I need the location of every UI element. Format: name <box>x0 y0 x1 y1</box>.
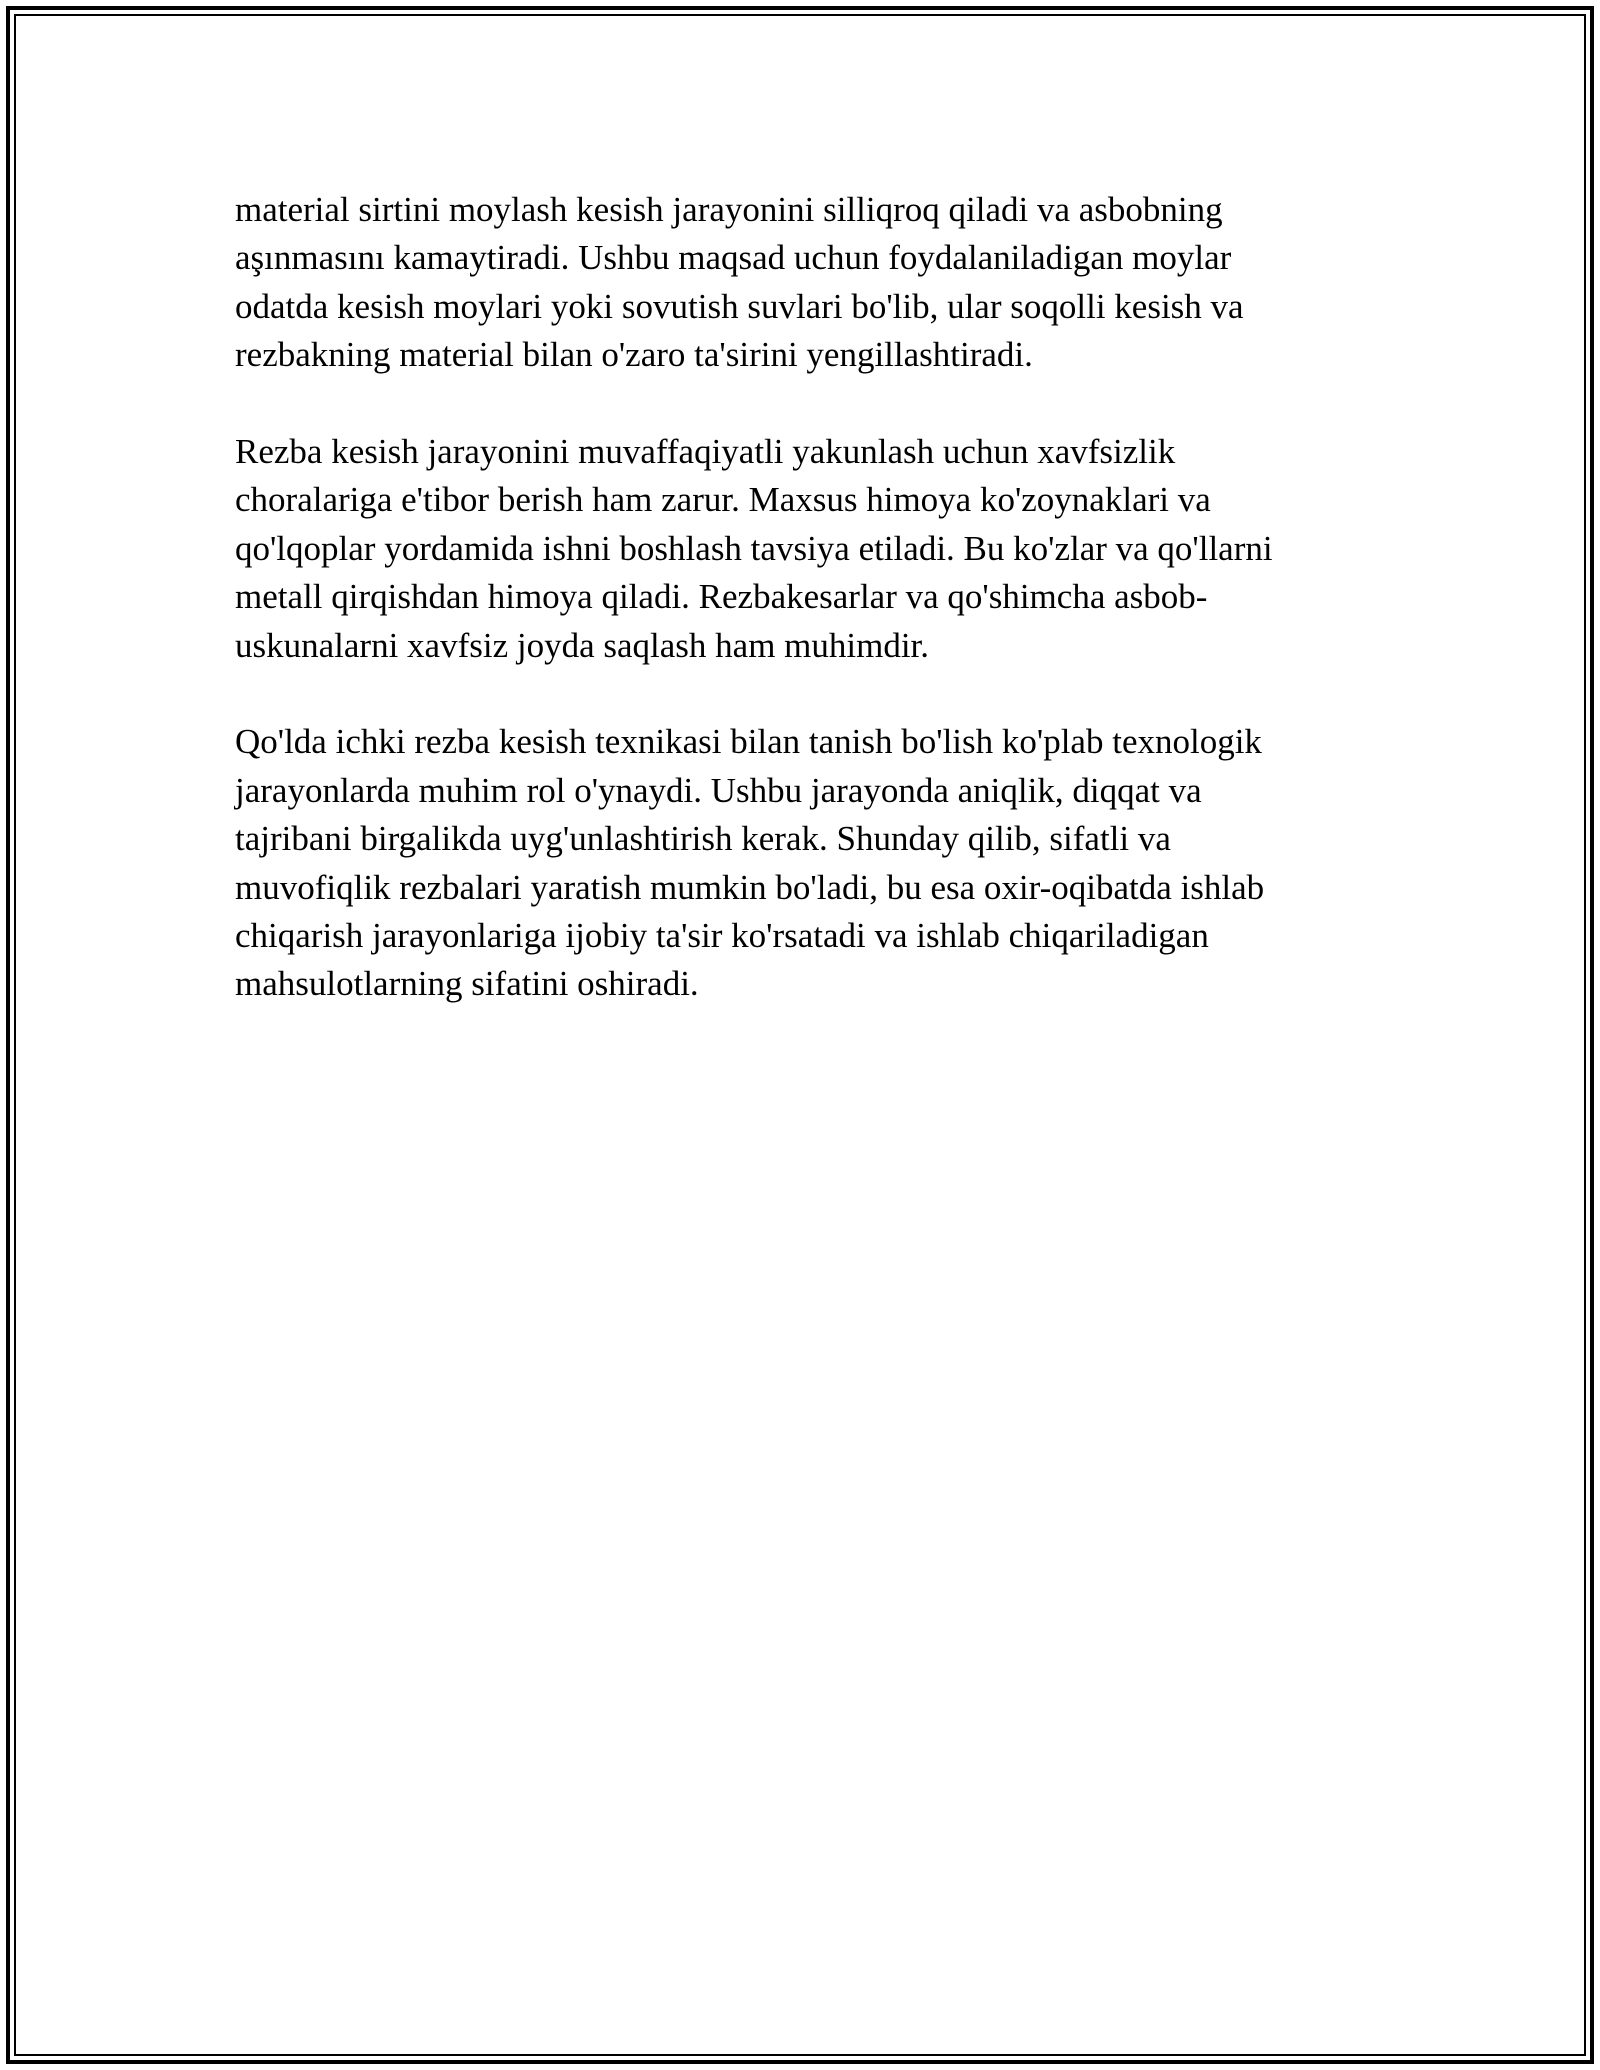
text-line: metall qirqishdan himoya qiladi. Rezbakesarlar va qo'shimcha asbob- <box>235 577 1208 617</box>
text-line: muvofiqlik rezbalari yaratish mumkin bo'ladi, bu esa oxir-oqibatda ishlab <box>235 867 1265 907</box>
paragraph-safety <box>235 428 1355 670</box>
text-line: qo'lqoplar yordamida ishni boshlash tavsiya etiladi. Bu ko'zlar va qo'llarni <box>235 528 1273 568</box>
text-line: tajribani birgalikda uyg'unlashtirish kerak. Shunday qilib, sifatli va <box>235 819 1171 859</box>
text-line: odatda kesish moylari yoki sovutish suvlari bo'lib, ular soqolli kesish va <box>235 286 1244 326</box>
text-line: aşınmasını kamaytiradi. Ushbu maqsad uchun foydalaniladigan moylar <box>235 238 1232 278</box>
text-line: chiqarish jarayonlariga ijobiy ta'sir ko'rsatadi va ishlab chiqariladigan <box>235 916 1209 956</box>
paragraph-lubrication <box>235 186 1355 380</box>
paragraph-conclusion <box>235 718 1355 1008</box>
text-line: choralariga e'tibor berish ham zarur. Maxsus himoya ko'zoynaklari va <box>235 480 1211 520</box>
text-line: uskunalarni xavfsiz joyda saqlash ham muhimdir. <box>235 625 930 665</box>
text-line: Rezba kesish jarayonini muvaffaqiyatli yakunlash uchun xavfsizlik <box>235 432 1176 472</box>
document-body <box>235 186 1355 1057</box>
text-line: material sirtini moylash kesish jarayonini silliqroq qiladi va asbobning <box>235 190 1223 229</box>
text-line: jarayonlarda muhim rol o'ynaydi. Ushbu jarayonda aniqlik, diqqat va <box>235 770 1202 810</box>
text-line: mahsulotlarning sifatini oshiradi. <box>235 964 699 1004</box>
text-line: rezbakning material bilan o'zaro ta'sirini yengillashtiradi. <box>235 335 1033 375</box>
text-line: Qo'lda ichki rezba kesish texnikasi bilan tanish bo'lish ko'plab texnologik <box>235 722 1262 762</box>
